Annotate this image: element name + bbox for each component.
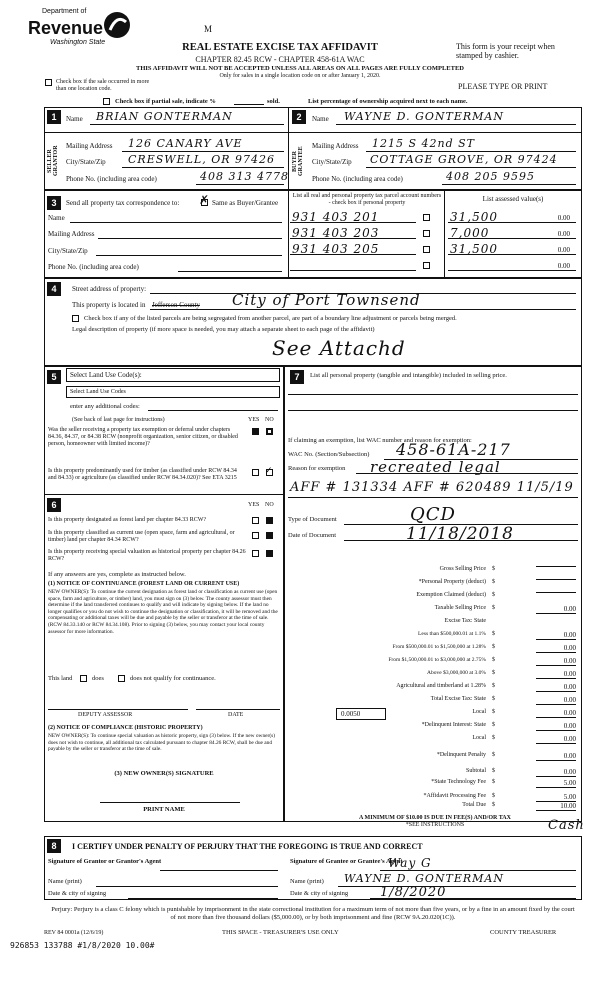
land-use-dropdown-value: Select Land Use Codes	[70, 389, 126, 395]
reason-label: Reason for exemption	[288, 465, 346, 472]
noc-text: NEW OWNER(S): To continue the current designation as forest land or classification as current use (open space, farm and agriculture, or timber) land, you must sign on (3) below. The county assessor must then determine if the land transferred continues to qualify and will indicate by signing below. If the land no longer qualifies or you do not wish to continue the designation or classification, it will be removed and the compensating or additional taxes will be due and payable by the seller or transferor at the time of sale. (RCW 84.33.140 or RCW 84.34.108). Prior to signing (3) below, you may contact your local county assessor for more information.	[48, 589, 278, 635]
grantee-date-label: Date & city of signing	[290, 890, 349, 897]
land-does-checkbox[interactable]	[80, 675, 87, 682]
tax-value[interactable]: 0.00	[536, 722, 576, 731]
tax-row	[288, 644, 580, 656]
tax-row	[288, 566, 580, 578]
sec5-q1: Was the seller receiving a property tax exemption or deferral under chapters 84.36, 84.37, or 84.38 RCW (nonprofit organization, senior citizen, or disabled person, homeowner with limited income)?	[48, 427, 238, 447]
grantor-name-label: Name (print)	[48, 878, 82, 885]
buyer-mail-label: Mailing Address	[312, 142, 359, 150]
sec6-q2-yes-checkbox[interactable]	[252, 532, 259, 539]
tax-row	[288, 802, 580, 814]
tax-value[interactable]	[536, 566, 576, 567]
sec6-no: NO	[265, 502, 274, 508]
multi-location-checkbox[interactable]	[45, 79, 52, 86]
legal-desc-label: Legal description of property (if more space is needed, you may attach a separate sheet to each page of the affidavit)	[72, 326, 375, 333]
buyer-name-value[interactable]: WAYNE D. GONTERMAN	[344, 110, 505, 123]
seller-name-label: Name	[66, 115, 83, 123]
type-or-print: PLEASE TYPE OR PRINT	[458, 82, 548, 91]
grantee-signature[interactable]: Way G	[388, 856, 432, 870]
sec6-q3-yes-checkbox[interactable]	[252, 550, 259, 557]
tax-row	[288, 657, 580, 669]
buyer-phone-value[interactable]: 408 205 9595	[446, 170, 535, 183]
parcel-number[interactable]: 931 403 205	[292, 242, 380, 256]
sold-label: sold.	[267, 98, 280, 105]
sec3-csz-label: City/State/Zip	[48, 247, 88, 255]
tax-label: Total Excise Tax: State	[430, 696, 486, 702]
deputy-assessor-label: DEPUTY ASSESSOR	[78, 712, 133, 718]
tax-dollar: $	[492, 802, 495, 808]
tax-label: *Delinquent Penalty	[436, 752, 486, 758]
section-3-number: 3	[47, 196, 61, 210]
tax-row	[288, 618, 580, 630]
seller-mail-label: Mailing Address	[66, 142, 113, 150]
tax-label: *Personal Property (deduct)	[418, 579, 486, 585]
seller-csz-label: City/State/Zip	[66, 158, 106, 166]
new-owner-sig-line[interactable]	[100, 802, 240, 803]
seller-phone-value[interactable]: 408 313 4778	[200, 170, 289, 183]
sec5-q1-yes-checkbox[interactable]	[252, 428, 259, 435]
located-in-value[interactable]: City of Port Townsend	[232, 291, 421, 309]
multi-location-label: Check box if the sale occurred in more than one location code.	[56, 79, 150, 92]
tax-value[interactable]: 0.00	[536, 735, 576, 744]
parcel-row[interactable]	[290, 210, 580, 226]
assessed-cents: 0.00	[557, 214, 570, 222]
tax-row	[288, 752, 580, 764]
personal-property-line-1[interactable]	[288, 394, 578, 395]
same-as-buyer-label: Same as Buyer/Grantee	[212, 199, 279, 207]
assessed-value[interactable]: 31,500	[450, 210, 498, 224]
sec3-mail-label: Mailing Address	[48, 230, 95, 238]
additional-codes-label: enter any additional codes:	[70, 403, 140, 410]
tax-row	[288, 592, 580, 604]
tax-value[interactable]: 0.00	[536, 696, 576, 705]
sec6-q2: Is this property classified as current use (open space, farm and agricultural, or timber) land per chapter 84.34 RCW?	[48, 530, 235, 543]
form-title: REAL ESTATE EXCISE TAX AFFIDAVIT	[182, 42, 378, 53]
tax-label: From $1,500,000.01 to $3,000,000 at 2.75%	[388, 657, 486, 663]
buyer-csz-label: City/State/Zip	[312, 158, 352, 166]
tax-value[interactable]: 0.00	[536, 752, 576, 761]
tax-row	[288, 709, 580, 721]
noc-title: (1) NOTICE OF CONTINUANCE (FOREST LAND OR CURRENT USE)	[48, 581, 240, 587]
section-7-number: 7	[290, 370, 304, 384]
assessed-cents: 0.00	[557, 246, 570, 254]
parcel-row[interactable]	[290, 226, 580, 242]
personal-property-checkbox[interactable]	[423, 262, 430, 269]
tax-dollar: $	[492, 696, 495, 702]
tax-row	[288, 579, 580, 591]
grantee-name-label: Name (print)	[290, 878, 324, 885]
grantor-sig-label: Signature of Grantor or Grantor's Agent	[48, 858, 162, 865]
sec5-q2: Is this property predominantly used for timber (as classified under RCW 84.34 and 84.33) or agriculture (as classified under RCW 84.34.020)? See ETA 3215	[48, 468, 237, 481]
sec5-yes: YES	[248, 417, 260, 423]
personal-property-checkbox[interactable]	[423, 246, 430, 253]
assessed-cents: 0.00	[557, 262, 570, 270]
parcel-number[interactable]: 931 403 201	[292, 210, 380, 224]
buyer-phone-label: Phone No. (including area code)	[312, 175, 403, 183]
wac-value[interactable]: 458-61A-217	[396, 440, 511, 459]
tax-dollar: $	[492, 793, 495, 799]
send-correspondence-label: Send all property tax correspondence to:	[66, 199, 180, 207]
tax-value[interactable]: 0.00	[536, 605, 576, 614]
tax-value[interactable]: 5.00	[536, 793, 576, 802]
sec5-q1-no-checkbox[interactable]	[266, 428, 273, 435]
dor-logo	[28, 8, 138, 54]
assessed-value[interactable]: 31,500	[450, 242, 498, 256]
only-for-note: Only for sales in a single location code on or after January 1, 2020.	[219, 73, 381, 79]
seller-grantor-label: SELLER GRANTOR	[47, 145, 59, 177]
parcel-row[interactable]	[290, 258, 580, 274]
compliance-title: (2) NOTICE OF COMPLIANCE (HISTORIC PROPERTY)	[48, 725, 203, 731]
see-instructions: *SEE INSTRUCTIONS	[405, 822, 465, 828]
assessor-date-label: DATE	[228, 712, 244, 718]
tax-value[interactable]: 0.00	[536, 768, 576, 777]
county-struck: Jefferson County	[152, 301, 200, 309]
land-use-label: Select Land Use Code(s):	[70, 371, 142, 379]
tax-label: Subtotal	[465, 768, 486, 774]
personal-property-line-2[interactable]	[288, 410, 578, 411]
sec6-q1-yes-checkbox[interactable]	[252, 517, 259, 524]
parcel-number[interactable]: 931 403 203	[292, 226, 380, 240]
buyer-grantee-label: BUYER GRANTEE	[292, 146, 304, 176]
sec5-q2-no-check-mark: ✓	[265, 465, 273, 475]
aff-numbers[interactable]: AFF # 131334 AFF # 620489 11/5/19	[290, 480, 574, 495]
sec5-q2-yes-checkbox[interactable]	[252, 469, 259, 476]
tax-value[interactable]: 10.00	[536, 802, 576, 811]
tax-value[interactable]: 0.00	[536, 709, 576, 718]
tax-row	[288, 683, 580, 695]
tax-value[interactable]: 0.00	[536, 657, 576, 666]
tax-row	[288, 670, 580, 682]
grantor-name-line[interactable]	[96, 886, 278, 887]
parcel-header: List all real and personal property tax parcel account numbers - check box if personal property	[292, 193, 442, 206]
tax-row	[288, 631, 580, 643]
dept-of: Department of	[42, 8, 87, 15]
tax-label: Local	[472, 735, 486, 741]
dor-logo-icon	[102, 10, 132, 40]
buyer-name-label: Name	[312, 115, 329, 123]
tax-dollar: $	[492, 779, 495, 785]
tax-label: Gross Selling Price	[439, 566, 486, 572]
tax-label: From $500,000.01 to $1,500,000 at 1.28%	[392, 644, 486, 650]
if-any-yes: If any answers are yes, complete as instructed below.	[48, 571, 186, 578]
seller-name-value[interactable]: BRIAN GONTERMAN	[96, 110, 233, 123]
grantee-sig-label: Signature of Grantee or Grantee's Agent	[290, 858, 403, 865]
sec3-phone-label: Phone No. (including area code)	[48, 263, 139, 271]
tax-dollar: $	[492, 670, 495, 676]
pct-ownership-note: List percentage of ownership acquired next to each name.	[308, 98, 468, 105]
tax-value[interactable]: 0.00	[536, 631, 576, 640]
completion-warning: THIS AFFIDAVIT WILL NOT BE ACCEPTED UNLESS ALL AREAS ON ALL PAGES ARE FULLY COMPLETED	[136, 65, 464, 72]
tax-label: Agricultural and timberland at 1.28%	[396, 683, 486, 689]
perjury-statement: Perjury: Perjury is a class C felony which is punishable by imprisonment in the state correctional institution for a maximum term of not more than five years, or by a fine in an amount fixed by the court of not more than five thousand dollars ($5,000.00), or by both imprisonment and fine (RCW 9A.20.020(1C)).	[51, 906, 575, 921]
reason-value[interactable]: recreated legal	[370, 458, 501, 476]
grantor-sig-line[interactable]	[160, 870, 278, 871]
tax-label: Less than $500,000.01 at 1.1%	[418, 631, 486, 637]
additional-codes-input[interactable]	[148, 410, 278, 411]
tax-row	[288, 779, 580, 791]
tax-label: *Affidavit Processing Fee	[423, 793, 486, 799]
tax-value[interactable]: 0.00	[536, 683, 576, 692]
tax-label: *Delinquent Interest: State	[421, 722, 486, 728]
tax-label: Taxable Selling Price	[434, 605, 486, 611]
partial-sale-label: Check box if partial sale, indicate %	[115, 98, 216, 105]
buyer-csz-value[interactable]: COTTAGE GROVE, OR 97424	[370, 153, 558, 166]
street-address-label: Street address of property:	[72, 285, 147, 293]
tax-value[interactable]	[536, 592, 576, 593]
section-6-number: 6	[47, 498, 61, 512]
tax-row	[288, 605, 580, 617]
tax-value[interactable]: 0.00	[536, 644, 576, 653]
doc-date-value[interactable]: 11/18/2018	[406, 524, 514, 544]
buyer-mail-value[interactable]: 1215 S 42nd ST	[372, 137, 476, 150]
tax-dollar: $	[492, 683, 495, 689]
parcel-row[interactable]	[290, 242, 580, 258]
sec6-q2-no-checkbox[interactable]	[266, 532, 273, 539]
tax-dollar: $	[492, 631, 495, 637]
section-8-number: 8	[47, 839, 61, 853]
tax-dollar: $	[492, 566, 495, 572]
tax-value[interactable]: 5.00	[536, 779, 576, 788]
initials-mark: M	[204, 24, 213, 34]
tax-label: Total Due	[462, 802, 486, 808]
tax-value[interactable]	[536, 579, 576, 580]
sec6-q3: Is this property receiving special valuation as historical property per chapter 84.26 RCW?	[48, 549, 246, 562]
land-use-dropdown[interactable]	[66, 386, 280, 398]
assessed-value[interactable]: 7,000	[450, 226, 490, 240]
tax-dollar: $	[492, 657, 495, 663]
partial-sale-checkbox[interactable]	[103, 98, 110, 105]
tax-label: Excise Tax: State	[444, 618, 486, 624]
assessed-cents: 0.00	[557, 230, 570, 238]
grantor-date-label: Date & city of signing	[48, 890, 107, 897]
segregate-label: Check box if any of the listed parcels are being segregated from another parcel, are part of a boundary line adjustment or parcels being merged.	[84, 315, 457, 322]
same-as-buyer-check-mark: ✗	[199, 193, 210, 207]
personal-property-checkbox[interactable]	[423, 230, 430, 237]
this-land-label: This land	[48, 675, 73, 682]
tax-dollar: $	[492, 592, 495, 598]
see-back-note: (See back of last page for instructions)	[72, 417, 165, 423]
personal-property-label: List all personal property (tangible and intangible) included in selling price.	[310, 372, 507, 379]
grantee-name-value[interactable]: WAYNE D. GONTERMAN	[344, 872, 505, 885]
print-name-label: PRINT NAME	[143, 806, 185, 813]
personal-property-checkbox[interactable]	[423, 214, 430, 221]
tax-dollar: $	[492, 735, 495, 741]
doc-type-label: Type of Document	[288, 516, 337, 523]
partial-sale-pct-line[interactable]	[234, 104, 264, 105]
tax-value[interactable]: 0.00	[536, 670, 576, 679]
sec3-name-label: Name	[48, 214, 65, 222]
cashier-stamp: 926853 133788 #1/8/2020 10.00#	[10, 941, 155, 950]
tax-label: Above $3,000,000 at 3.0%	[427, 670, 486, 676]
tax-dollar: $	[492, 579, 495, 585]
section-5-number: 5	[47, 370, 61, 384]
section-2-number: 2	[292, 110, 306, 124]
receipt-note: This form is your receipt when stamped by cashier.	[456, 42, 555, 60]
legal-desc-value[interactable]: See Attachd	[272, 336, 406, 360]
exemption-label: If claiming an exemption, list WAC number and reason for exemption:	[288, 437, 472, 444]
tax-label: Exemption Claimed (deduct)	[416, 592, 486, 598]
local-rate-value: 0.0050	[341, 710, 361, 718]
tax-dollar: $	[492, 709, 495, 715]
tax-dollar: $	[492, 722, 495, 728]
tax-row	[288, 696, 580, 708]
seller-phone-label: Phone No. (including area code)	[66, 175, 157, 183]
grantor-date-line[interactable]	[128, 898, 278, 899]
new-owner-sig-label: (3) NEW OWNER(S) SIGNATURE	[114, 770, 214, 777]
cash-note: Cash	[548, 818, 585, 833]
doc-date-label: Date of Document	[288, 532, 337, 539]
sec6-q3-no-checkbox[interactable]	[266, 550, 273, 557]
tax-row	[288, 735, 580, 747]
doc-type-value[interactable]: QCD	[410, 504, 456, 525]
sec6-q1-no-checkbox[interactable]	[266, 517, 273, 524]
minimum-due-note: A MINIMUM OF $10.00 IS DUE IN FEE(S) AND/OR TAX	[359, 815, 511, 821]
treasurer-space: THIS SPACE - TREASURER'S USE ONLY	[222, 929, 339, 936]
tax-label: Local	[472, 709, 486, 715]
compliance-text: NEW OWNER(S): To continue special valuation as historic property, sign (3) below. If the new owner(s) does not wish to continue, all additional tax calculated pursuant to chapter 84.26 RCW, shall be due and payable by the seller or transferor at the time of sale.	[48, 733, 276, 753]
section-1-number: 1	[47, 110, 61, 124]
washington-state: Washington State	[50, 39, 106, 46]
revenue-wordmark: Revenue	[28, 18, 104, 38]
grantee-date-value[interactable]: 1/8/2020	[380, 885, 447, 900]
form-subtitle: CHAPTER 82.45 RCW - CHAPTER 458-61A WAC	[195, 55, 365, 64]
sec6-q1: Is this property designated as forest land per chapter 84.33 RCW?	[48, 517, 207, 523]
segregate-checkbox[interactable]	[72, 315, 79, 322]
tax-dollar: $	[492, 605, 495, 611]
sec5-no: NO	[265, 417, 274, 423]
does-label: does	[92, 675, 104, 682]
tax-row	[288, 722, 580, 734]
tax-dollar: $	[492, 644, 495, 650]
does-not-label: does not qualify for continuance.	[130, 675, 216, 682]
assessed-header: List assessed value(s)	[482, 195, 544, 203]
located-in-label: This property is located in	[72, 301, 146, 309]
wac-label: WAC No. (Section/Subsection)	[288, 451, 370, 458]
section-4-number: 4	[47, 282, 61, 296]
seller-csz-value[interactable]: CRESWELL, OR 97426	[128, 153, 275, 166]
county-treasurer: COUNTY TREASURER	[490, 929, 557, 936]
form-revision: REV 84 0001a (12/6/19)	[44, 930, 104, 936]
tax-label: *State Technology Fee	[431, 779, 486, 785]
certify-statement: I CERTIFY UNDER PENALTY OF PERJURY THAT THE FOREGOING IS TRUE AND CORRECT	[72, 842, 423, 851]
sec6-yes: YES	[248, 502, 260, 508]
tax-dollar: $	[492, 768, 495, 774]
tax-dollar: $	[492, 752, 495, 758]
seller-mail-value[interactable]: 126 CANARY AVE	[128, 137, 243, 150]
land-does-not-checkbox[interactable]	[118, 675, 125, 682]
